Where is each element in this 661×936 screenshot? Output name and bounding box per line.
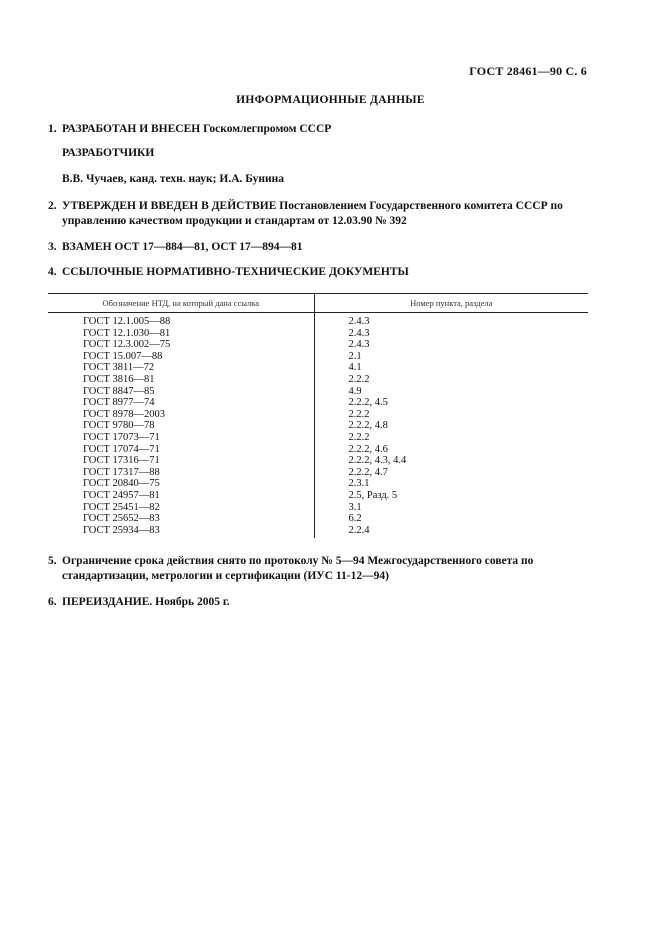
table-cell-document: ГОСТ 8978—2003: [83, 408, 166, 420]
section-number: 2.: [48, 200, 57, 212]
table-cell-document: ГОСТ 12.3.002—75: [83, 339, 171, 351]
section-number: 5.: [48, 555, 57, 567]
section-label: РАЗРАБОТАН И ВНЕСЕН: [62, 123, 201, 135]
developers-label: РАЗРАБОТЧИКИ: [62, 147, 155, 159]
document-title: ИНФОРМАЦИОННЫЕ ДАННЫЕ: [236, 94, 425, 106]
table-cell-document: ГОСТ 25934—83: [83, 524, 160, 536]
table-cell-clause: 2.2.2: [348, 431, 370, 443]
table-cell-document: ГОСТ 24957—81: [83, 489, 160, 501]
table-cell-document: ГОСТ 17074—71: [83, 443, 160, 455]
table-cell-clause: 2.2.2, 4.3, 4.4: [348, 455, 407, 467]
table-header-row: [48, 294, 588, 313]
section-text: Ноябрь 2005 г.: [152, 596, 230, 608]
table-cell-document: ГОСТ 12.1.005—88: [83, 316, 171, 327]
section-6: [48, 595, 588, 610]
clause-column: [315, 313, 589, 538]
table-header-clause: Номер пункта, раздела: [410, 298, 493, 308]
section-number: 1.: [48, 123, 57, 135]
page-header: ГОСТ 28461—90 С. 6: [469, 64, 587, 78]
section-label: ВЗАМЕН ОСТ 17—884—81, ОСТ 17—894—81: [62, 241, 303, 253]
table-cell-clause: 4.9: [348, 385, 362, 397]
table-cell-clause: 2.4.3: [348, 327, 370, 339]
section-text: Госкомлегпромом СССР: [200, 123, 332, 135]
table-cell-document: ГОСТ 17073—71: [83, 431, 160, 443]
table-cell-document: ГОСТ 17317—88: [83, 466, 160, 478]
developers-list: В.В. Чучаев, канд. техн. наук; И.А. Бунина: [62, 173, 284, 185]
table-cell-document: ГОСТ 8847—85: [83, 385, 155, 397]
table-cell-clause: 4.1: [348, 362, 362, 374]
section-2: [48, 199, 602, 229]
table-cell-document: ГОСТ 3816—81: [83, 373, 155, 385]
section-number: 6.: [48, 596, 57, 608]
section-3: [48, 240, 588, 255]
table-cell-document: ГОСТ 9780—78: [83, 420, 155, 432]
table-cell-document: ГОСТ 12.1.030—81: [83, 327, 171, 339]
table-cell-clause: 2.2.2: [348, 373, 370, 385]
section-text: Ограничение срока действия снято по протоколу № 5—94 Межгосударственного совета по стандартизации, метрологии и сертификации (ИУС 11-12—94): [62, 555, 534, 582]
section-number: 3.: [48, 241, 57, 253]
section-5: [48, 554, 602, 584]
table-body: [48, 313, 588, 538]
table-cell-document: ГОСТ 17316—71: [83, 455, 160, 467]
table-cell-clause: 2.2.2, 4.8: [348, 420, 388, 432]
references-table: [48, 293, 588, 538]
table-cell-clause: 2.2.4: [348, 524, 370, 536]
table-cell-clause: 2.2.2, 4.6: [348, 443, 388, 455]
table-cell-clause: 2.1: [348, 350, 362, 362]
table-cell-document: ГОСТ 25652—83: [83, 513, 160, 525]
table-cell-clause: 3.1: [348, 501, 362, 513]
table-cell-clause: 2.2.2, 4.7: [348, 466, 388, 478]
table-cell-document: ГОСТ 8977—74: [83, 397, 155, 409]
table-cell-clause: 2.3.1: [348, 478, 370, 490]
section-text: Постановлением Государственного комитета СССР по управлению качеством продукции и стандартам от 12.03.90 № 392: [62, 200, 563, 227]
table-cell-clause: 6.2: [348, 513, 362, 525]
section-label: УТВЕРЖДЕН И ВВЕДЕН В ДЕЙСТВИЕ: [62, 200, 277, 212]
table-cell-document: ГОСТ 15.007—88: [83, 350, 163, 362]
table-cell-document: ГОСТ 20840—75: [83, 478, 160, 490]
table-cell-clause: 2.4.3: [348, 339, 370, 351]
table-header-document: Обозначение НТД, на который дана ссылка: [48, 294, 315, 312]
table-cell-clause: 2.4.3: [348, 316, 370, 327]
table-cell-clause: 2.2.2: [348, 408, 370, 420]
document-column: [48, 313, 315, 538]
section-label: ПЕРЕИЗДАНИЕ.: [62, 596, 153, 608]
table-cell-document: ГОСТ 25451—82: [83, 501, 160, 513]
table-cell-clause: 2.2.2, 4.5: [348, 397, 388, 409]
section-4: [48, 265, 588, 280]
table-cell-clause: 2.5, Разд. 5: [348, 489, 398, 501]
section-number: 4.: [48, 266, 57, 278]
section-label: ССЫЛОЧНЫЕ НОРМАТИВНО-ТЕХНИЧЕСКИЕ ДОКУМЕНТЫ: [62, 266, 409, 278]
table-cell-document: ГОСТ 3811—72: [83, 362, 155, 374]
section-1: [48, 122, 588, 137]
